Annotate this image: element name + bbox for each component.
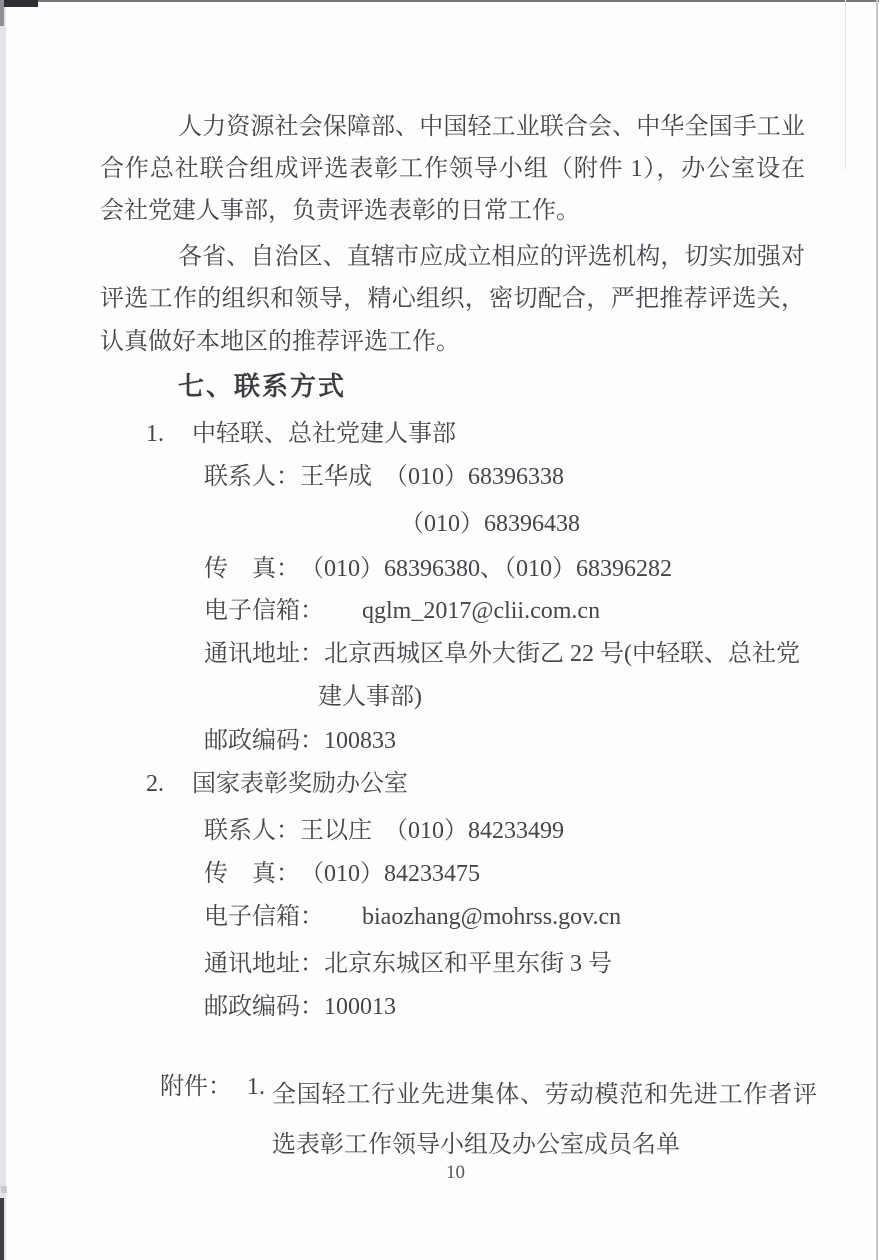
contact-2-address-line bbox=[204, 947, 612, 981]
email-label: 电子信箱： bbox=[204, 598, 324, 624]
contact-2-title bbox=[146, 767, 408, 801]
contact-1-number: 1. bbox=[146, 421, 164, 447]
contact-1-fax-line bbox=[204, 552, 672, 586]
postcode-label: 邮政编码： bbox=[204, 994, 324, 1020]
contact-1-name: 中轻联、总社党建人事部 bbox=[192, 421, 456, 447]
email-value: qglm_2017@clii.com.cn bbox=[362, 598, 601, 624]
contact-person-label: 联系人： bbox=[204, 818, 300, 844]
address-label: 通讯地址： bbox=[204, 951, 324, 977]
contact-1-title bbox=[146, 417, 456, 451]
paragraph-2-line-2: 评选工作的组织和领导，精心组织，密切配合，严把推荐评选关， bbox=[100, 286, 805, 312]
scan-mark-left-bottom bbox=[0, 1198, 4, 1260]
scan-mark-left-top bbox=[0, 0, 4, 26]
scan-mark-top-left bbox=[0, 0, 38, 7]
contact-2-email-line bbox=[204, 900, 621, 934]
scan-mark-left-dot bbox=[1, 1186, 7, 1193]
contact-2-number: 2. bbox=[146, 771, 164, 797]
contact-1-email-line bbox=[204, 594, 600, 628]
paragraph-1-line-2: 合作总社联合组成评选表彰工作领导小组（附件 1），办公室设在 bbox=[100, 156, 805, 182]
attachment-item-text: 全国轻工行业先进集体、劳动模范和先进工作者评选表彰工作领导小组及办公室成员名单 bbox=[272, 1082, 817, 1158]
contact-phone2-value: （010）68396438 bbox=[400, 511, 580, 537]
fax-value: （010）84233475 bbox=[300, 861, 480, 887]
address-continuation: 建人事部) bbox=[318, 684, 422, 710]
contact-2-name: 国家表彰奖励办公室 bbox=[192, 771, 408, 797]
postcode-value: 100013 bbox=[324, 994, 396, 1020]
postcode-value: 100833 bbox=[324, 728, 396, 754]
contact-1-postcode-line bbox=[204, 724, 396, 758]
section-heading: 七、联系方式 bbox=[178, 371, 347, 401]
paragraph-1-line-3: 会社党建人事部，负责评选表彰的日常工作。 bbox=[100, 198, 580, 224]
contact-1-address-cont-line bbox=[318, 680, 422, 714]
scan-top-edge-line bbox=[0, 0, 879, 2]
fax-label: 传 真： bbox=[204, 556, 300, 582]
email-value: biaozhang@mohrss.gov.cn bbox=[362, 904, 622, 930]
paragraph-2-line-1: 各省、自治区、直辖市应成立相应的评选机构，切实加强对 bbox=[178, 244, 805, 270]
address-value: 北京西城区阜外大街乙 22 号(中轻联、总社党 bbox=[324, 641, 800, 667]
scan-right-faint-line bbox=[845, 0, 846, 170]
contact-2-fax-line bbox=[204, 857, 480, 891]
contact-2-postcode-line bbox=[204, 990, 396, 1024]
paragraph-1-line-1: 人力资源社会保障部、中国轻工业联合会、中华全国手工业 bbox=[178, 114, 805, 140]
scan-left-edge-strip bbox=[0, 0, 6, 1260]
contact-1-address-line bbox=[204, 637, 800, 671]
fax-label: 传 真： bbox=[204, 861, 300, 887]
contact-1-phone2-line bbox=[400, 507, 580, 541]
contact-person-label: 联系人： bbox=[204, 464, 300, 490]
page-number: 10 bbox=[446, 1162, 465, 1183]
contact-2-person-line bbox=[204, 814, 564, 848]
address-value: 北京东城区和平里东街 3 号 bbox=[324, 951, 612, 977]
contact-1-person-line bbox=[204, 460, 564, 494]
contact-person-value: 王以庄 （010）84233499 bbox=[300, 818, 564, 844]
contact-person-value: 王华成 （010）68396338 bbox=[300, 464, 564, 490]
email-label: 电子信箱： bbox=[204, 904, 324, 930]
address-label: 通讯地址： bbox=[204, 641, 324, 667]
attachment-label: 附件： bbox=[160, 1074, 232, 1100]
attachment-item-number: 1. bbox=[247, 1074, 265, 1100]
fax-value: （010）68396380、（010）68396282 bbox=[300, 556, 672, 582]
scan-right-edge-line bbox=[876, 0, 878, 1260]
postcode-label: 邮政编码： bbox=[204, 728, 324, 754]
paragraph-2-line-3: 认真做好本地区的推荐评选工作。 bbox=[100, 329, 460, 355]
